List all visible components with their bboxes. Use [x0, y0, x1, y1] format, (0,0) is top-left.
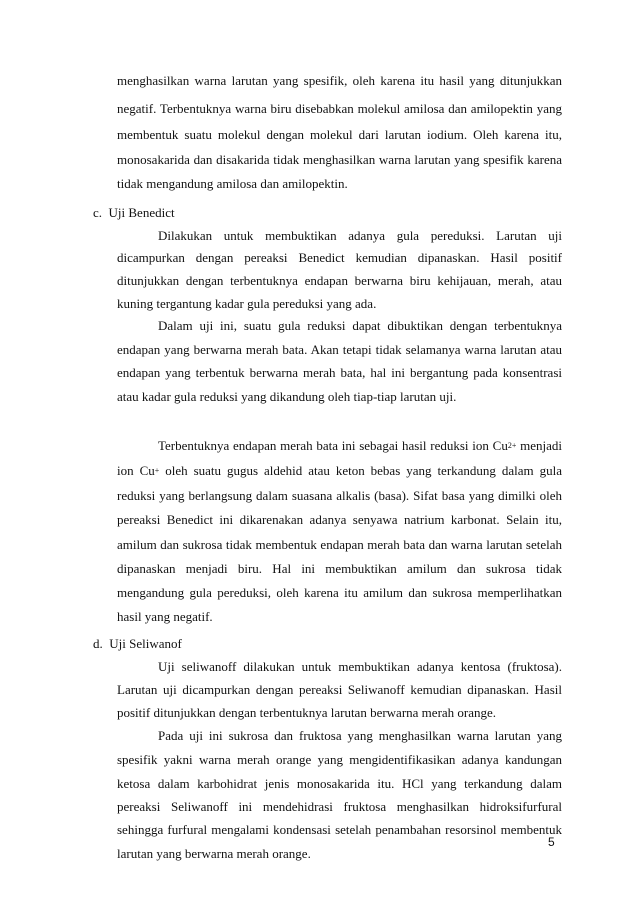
paragraph-4-line-5: amilum dan sukrosa tidak membentuk endapan merah bata dan warna larutan setelah [117, 537, 562, 552]
paragraph-3-line-3: endapan yang terbentuk berwarna merah bata, hal ini bergantung pada konsentrasi [117, 365, 562, 380]
paragraph-6-line-2: spesifik yakni warna merah orange yang mengidentifikasikan adanya kandungan [117, 752, 562, 767]
paragraph-4-line-7: mengandung gula pereduksi, oleh karena itu amilum dan sukrosa memperlihatkan [117, 585, 562, 600]
paragraph-4-line-8: hasil yang negatif. [117, 609, 213, 624]
paragraph-1-line-3: membentuk suatu molekul dengan molekul dari larutan iodium. Oleh karena itu, [117, 127, 562, 142]
paragraph-4-line-2: ion Cu+ oleh suatu gugus aldehid atau keton bebas yang terkandung dalam gula [117, 463, 562, 478]
paragraph-1-line-1: menghasilkan warna larutan yang spesifik, oleh karena itu hasil yang ditunjukkan [117, 73, 562, 88]
paragraph-6-line-6: larutan yang berwarna merah orange. [117, 846, 311, 861]
paragraph-5-line-3: positif ditunjukkan dengan terbentuknya larutan berwarna merah orange. [117, 705, 497, 720]
paragraph-6-line-5: sehingga furfural mengalami kondensasi setelah penambahan resorsinol membentuk [117, 822, 562, 837]
paragraph-4-line-1: Terbentuknya endapan merah bata ini sebagai hasil reduksi ion $Cu^{2+}$ menjadi [158, 438, 562, 453]
paragraph-3-line-1: Dalam uji ini, suatu gula reduksi dapat dibuktikan dengan terbentuknya [158, 318, 562, 333]
paragraph-3-line-2: endapan yang berwarna merah bata. Akan tetapi tidak selamanya warna larutan atau [117, 342, 562, 357]
paragraph-3-line-4: atau kadar gula reduksi yang dikandung oleh tiap-tiap larutan uji. [117, 389, 457, 404]
paragraph-6-line-1: Pada uji ini sukrosa dan fruktosa yang menghasilkan warna larutan yang [158, 728, 562, 743]
paragraph-1-line-5: tidak mengandung amilosa dan amilopektin. [117, 176, 348, 191]
superscript-charge: + [154, 466, 160, 475]
paragraph-2-line-3: ditunjukkan dengan terbentuknya endapan berwarna biru kehijauan, merah, atau [117, 273, 562, 288]
paragraph-4-line-3: reduksi yang berlangsung dalam suasana alkalis (basa). Sifat basa yang dimilki oleh [117, 488, 562, 503]
paragraph-5-line-2: Larutan uji dicampurkan dengan pereaksi Seliwanoff kemudian dipanaskan. Hasil [117, 682, 562, 697]
paragraph-1-line-4: monosakarida dan disakarida tidak menghasilkan warna larutan yang spesifik karena [117, 152, 562, 167]
section-c-heading: c. Uji Benedict [93, 205, 175, 220]
superscript-charge: 2+ [507, 441, 517, 450]
page-number: 5 [548, 835, 555, 849]
paragraph-2-line-2: dicampurkan dengan pereaksi Benedict kemudian dipanaskan. Hasil positif [117, 250, 562, 265]
paragraph-4-line-4: pereaksi Benedict ini dikarenakan adanya senyawa natrium karbonat. Selain itu, [117, 512, 562, 527]
paragraph-5-line-1: Uji seliwanoff dilakukan untuk membuktikan adanya kentosa (fruktosa). [158, 659, 562, 674]
paragraph-4-line-6: dipanaskan menjadi biru. Hal ini membuktikan amilum dan sukrosa tidak [117, 561, 562, 576]
paragraph-2-line-1: Dilakukan untuk membuktikan adanya gula pereduksi. Larutan uji [158, 228, 562, 243]
paragraph-6-line-3: ketosa dalam karbohidrat jenis monosakarida itu. HCl yang terkandung dalam [117, 776, 562, 791]
paragraph-2-line-4: kuning tergantung kadar gula pereduksi yang ada. [117, 296, 377, 311]
paragraph-1-line-2: negatif. Terbentuknya warna biru disebabkan molekul amilosa dan amilopektin yang [117, 101, 562, 116]
paragraph-6-line-4: pereaksi Seliwanoff ini mendehidrasi fruktosa menghasilkan hidroksifurfural [117, 799, 562, 814]
section-d-heading: d. Uji Seliwanof [93, 636, 182, 651]
